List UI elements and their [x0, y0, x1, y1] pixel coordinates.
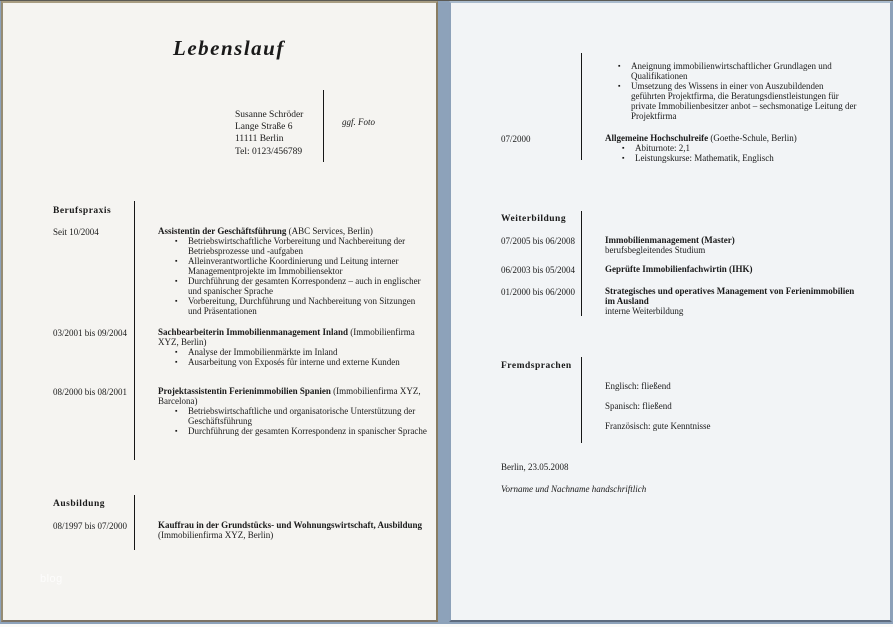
- entry-title: Kauffrau in der Grundstücks- und Wohnungswirtschaft, Ausbildung: [158, 520, 423, 530]
- list-item: [605, 143, 893, 153]
- bullet-square-icon: ▪: [175, 407, 178, 415]
- entry-note: berufsbegleitendes Studium: [605, 245, 706, 255]
- entry-title: Strategisches und operatives Management von Ferienimmobilien im Ausland: [605, 286, 855, 306]
- entry-title: Immobilienmanagement (Master): [605, 235, 735, 245]
- list-item: [605, 153, 893, 163]
- list-item: [158, 236, 430, 256]
- entry-title: Assistentin der Geschäftsführung: [158, 226, 287, 236]
- entry-org: (Immobilienfirma XYZ, Berlin): [158, 530, 274, 540]
- bullet-square-icon: ▪: [618, 62, 621, 70]
- berufspraxis-rule: [134, 201, 135, 460]
- bullet-square-icon: ▪: [175, 427, 178, 435]
- entry-heading: [158, 327, 430, 347]
- entry-org: (Goethe-Schule, Berlin): [708, 133, 797, 143]
- list-item: [158, 296, 430, 316]
- entry-block: [605, 264, 893, 274]
- section-label-ausbildung: Ausbildung: [53, 499, 106, 509]
- contact-name: Susanne Schröder: [235, 110, 304, 120]
- contact-phone: Tel: 0123/456789: [235, 146, 303, 157]
- bullet-text: Ausarbeitung von Exposés für interne und externe Kunden: [188, 357, 400, 367]
- bullet-square-icon: ▪: [175, 348, 178, 356]
- entry-block: [605, 133, 893, 163]
- entry-title: Allgemeine Hochschulreife: [605, 133, 709, 143]
- bullet-text: Durchführung der gesamten Korrespondenz in spanischer Sprache: [188, 426, 427, 436]
- entry-title: Geprüfte Immobilienfachwirtin (IHK): [605, 264, 753, 274]
- bullet-square-icon: ▪: [622, 144, 625, 152]
- school-section-rule: [581, 53, 582, 160]
- entry-block: [605, 235, 893, 255]
- contact-divider-rule: [323, 90, 324, 162]
- bullet-text: Analyse der Immobilienmärkte im Inland: [188, 347, 338, 357]
- resume-page-2: [449, 1, 892, 622]
- watermark: blog: [40, 573, 63, 585]
- bullet-text: Umsetzung des Wissens in einer von Auszubildenden geführten Projektfirma, die Beratungsdienstleistungen für private Immobilienbesitzer anbot – sechsmonatige Leitung der Projektfirma: [631, 81, 857, 121]
- list-item: [158, 256, 430, 276]
- entry-block: [158, 386, 430, 436]
- bullet-text: Durchführung der gesamten Korrespondenz – auch in englischer und spanischer Sprache: [188, 276, 421, 296]
- bullet-square-icon: ▪: [175, 297, 178, 305]
- list-item: [158, 406, 430, 426]
- entry-date: 07/2000: [501, 134, 531, 144]
- entry-block: [605, 286, 865, 316]
- list-item: [158, 347, 430, 357]
- list-item: [158, 426, 430, 436]
- entry-date: 08/2000 bis 08/2001: [53, 387, 128, 397]
- entry-title: Projektassistentin Ferienimmobilien Spanien: [158, 386, 331, 396]
- bullet-text: Abiturnote: 2,1: [635, 143, 690, 153]
- place-date: Berlin, 23.05.2008: [501, 462, 569, 472]
- entry-date: 06/2003 bis 05/2004: [501, 265, 576, 275]
- entry-heading: [158, 386, 430, 406]
- bullet-square-icon: ▪: [175, 237, 178, 245]
- language-item: Französisch: gute Kenntnisse: [605, 421, 711, 431]
- entry-date: Seit 10/2004: [53, 227, 99, 237]
- signature-hint: Vorname und Nachname handschriftlich: [501, 484, 647, 494]
- entry-date: 08/1997 bis 07/2000: [53, 521, 128, 531]
- list-item: [158, 276, 430, 296]
- entry-date: 01/2000 bis 06/2000: [501, 287, 576, 297]
- section-label-weiterbildung: Weiterbildung: [501, 214, 567, 224]
- bullet-text: Vorbereitung, Durchführung und Nachbereitung von Sitzungen und Präsentationen: [188, 296, 416, 316]
- contact-street: Lange Straße 6: [235, 122, 293, 133]
- continued-bullet-list: [618, 61, 858, 121]
- bullet-square-icon: ▪: [622, 154, 625, 162]
- language-item: Englisch: fließend: [605, 381, 671, 391]
- weiterbildung-rule: [581, 211, 582, 316]
- photo-placeholder-hint: ggf. Foto: [342, 117, 375, 127]
- contact-city: 11111 Berlin: [235, 134, 284, 145]
- entry-org: (Immobilienfirma XYZ, Berlin): [158, 327, 415, 347]
- entry-title: Sachbearbeiterin Immobilienmanagement Inland: [158, 327, 349, 337]
- fremdsprachen-rule: [581, 357, 582, 443]
- entry-org: (Immobilienfirma XYZ, Barcelona): [158, 386, 421, 406]
- bullet-text: Aneignung immobilienwirtschaftlicher Grundlagen und Qualifikationen: [631, 61, 832, 81]
- contact-block: [235, 109, 325, 158]
- entry-heading: [605, 133, 893, 143]
- bullet-text: Betriebswirtschaftliche Vorbereitung und Nachbereitung der Betriebsprozesse und -aufgaben: [188, 236, 406, 256]
- bullet-square-icon: ▪: [618, 82, 621, 90]
- entry-note: interne Weiterbildung: [605, 306, 684, 316]
- language-item: Spanisch: fließend: [605, 401, 672, 411]
- bullet-text: Alleinverantwortliche Koordinierung und Leitung interner Managementprojekte im Immobiliensektor: [188, 256, 399, 276]
- list-item: [618, 61, 858, 81]
- entry-org: (ABC Services, Berlin): [286, 226, 373, 236]
- bullet-text: Betriebswirtschaftliche und organisatorische Unterstützung der Geschäftsführung: [188, 406, 416, 426]
- entry-block: [158, 520, 433, 540]
- bullet-square-icon: ▪: [175, 358, 178, 366]
- bullet-text: Leistungskurse: Mathematik, Englisch: [635, 153, 774, 163]
- bullet-square-icon: ▪: [175, 277, 178, 285]
- entry-date: 07/2005 bis 06/2008: [501, 236, 576, 246]
- entry-heading: [158, 226, 430, 236]
- entry-date: 03/2001 bis 09/2004: [53, 328, 128, 338]
- entry-block: [158, 226, 430, 316]
- entry-block: [158, 327, 430, 367]
- section-label-berufspraxis: Berufspraxis: [53, 206, 112, 216]
- list-item: [618, 81, 858, 121]
- bullet-square-icon: ▪: [175, 257, 178, 265]
- resume-page-1: [1, 1, 438, 622]
- section-label-fremdsprachen: Fremdsprachen: [501, 361, 572, 371]
- page-title: Lebenslauf: [173, 36, 285, 60]
- list-item: [158, 357, 430, 367]
- ausbildung-rule: [134, 495, 135, 550]
- entry-heading: [158, 520, 433, 540]
